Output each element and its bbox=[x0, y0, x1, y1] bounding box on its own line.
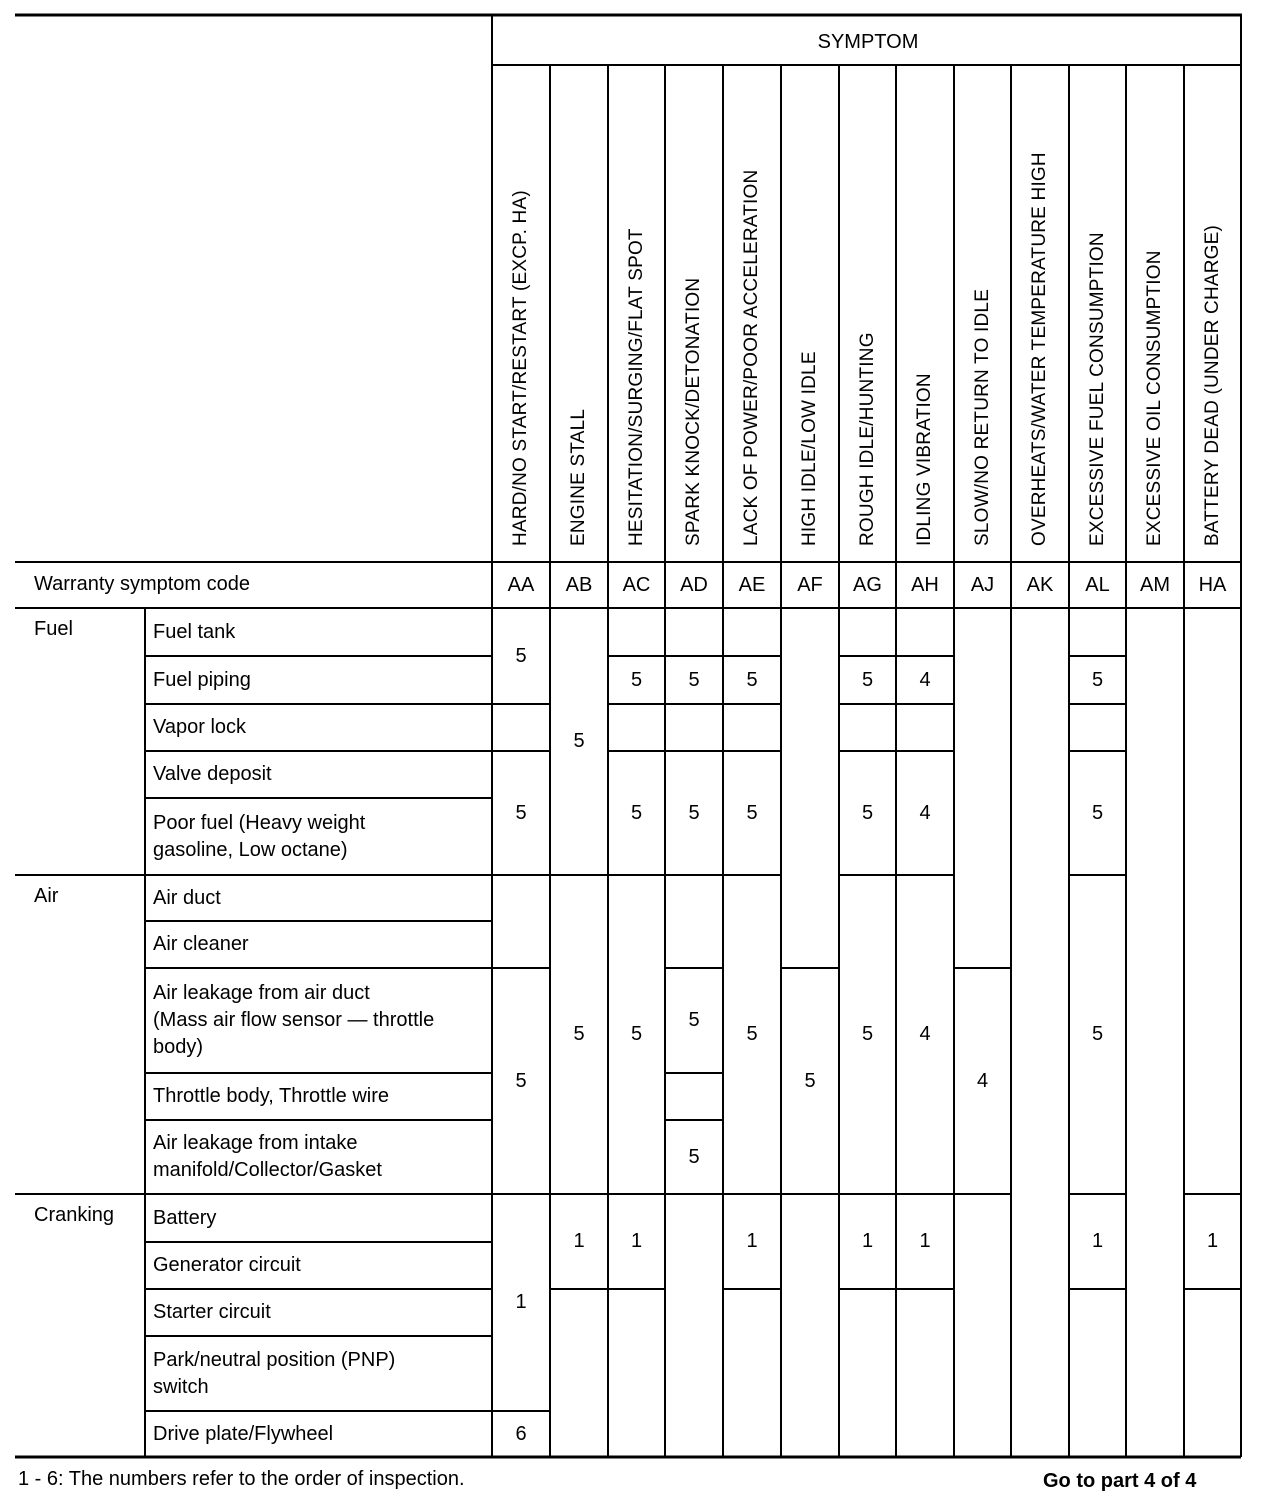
column-header-label: SLOW/NO RETURN TO IDLE bbox=[971, 288, 993, 546]
inspection-order-value: 5 bbox=[1091, 668, 1104, 691]
inspection-order-value: 1 bbox=[1091, 1230, 1104, 1252]
inspection-order-value: 5 bbox=[746, 668, 758, 691]
column-header-label: OVERHEATS/WATER TEMPERATURE HIGH bbox=[1029, 152, 1050, 546]
inspection-order-value: 5 bbox=[688, 801, 700, 824]
inspection-order-value: 5 bbox=[515, 1069, 527, 1092]
inspection-order-value: 1 bbox=[573, 1230, 585, 1252]
item-label: switch bbox=[153, 1375, 209, 1398]
item-label: gasoline, Low octane) bbox=[153, 838, 348, 861]
inspection-order-value: 4 bbox=[919, 1023, 931, 1045]
item-label: Vapor lock bbox=[153, 716, 247, 738]
inspection-order-value: 5 bbox=[688, 1009, 700, 1031]
symptom-code: AD bbox=[680, 573, 708, 596]
inspection-order-value: 1 bbox=[746, 1230, 758, 1252]
inspection-order-value: 5 bbox=[573, 730, 585, 752]
inspection-order-value: 5 bbox=[630, 668, 643, 691]
group-label-cranking: Cranking bbox=[34, 1204, 115, 1226]
item-label: (Mass air flow sensor — throttle bbox=[153, 1009, 435, 1031]
item-label: Valve deposit bbox=[153, 763, 272, 785]
group-label-air: Air bbox=[34, 885, 59, 907]
item-label: Park/neutral position (PNP) bbox=[153, 1348, 396, 1371]
symptom-code: AB bbox=[565, 573, 593, 596]
inspection-order-value: 5 bbox=[630, 801, 643, 824]
inspection-order-value: 5 bbox=[630, 1023, 643, 1045]
inspection-order-value: 1 bbox=[919, 1230, 931, 1252]
column-header-label: LACK OF POWER/POOR ACCELERATION bbox=[741, 169, 762, 546]
inspection-order-value: 4 bbox=[919, 668, 931, 691]
footnote: 1 - 6: The numbers refer to the order of inspection. bbox=[18, 1468, 465, 1490]
symptom-code: AC bbox=[622, 573, 651, 596]
symptom-code: HA bbox=[1198, 573, 1227, 596]
inspection-order-value: 6 bbox=[515, 1422, 527, 1445]
inspection-order-value: 5 bbox=[515, 801, 527, 824]
inspection-order-value: 5 bbox=[573, 1023, 585, 1045]
symptom-code: AG bbox=[853, 573, 882, 596]
item-label: Air cleaner bbox=[153, 933, 249, 955]
symptom-code: AK bbox=[1026, 573, 1054, 596]
item-label: Battery bbox=[153, 1206, 217, 1229]
inspection-order-value: 5 bbox=[688, 668, 700, 691]
column-header-label: HARD/NO START/RESTART (EXCP. HA) bbox=[510, 190, 531, 546]
warranty-symptom-code-label: Warranty symptom code bbox=[34, 573, 250, 595]
symptom-code: AE bbox=[738, 573, 766, 596]
symptom-code: AJ bbox=[970, 573, 995, 596]
inspection-order-value: 5 bbox=[1091, 801, 1104, 824]
symptom-code: AA bbox=[507, 573, 535, 596]
item-label: Throttle body, Throttle wire bbox=[153, 1085, 390, 1107]
column-header-label: ROUGH IDLE/HUNTING bbox=[856, 332, 878, 546]
symptom-code: AM bbox=[1140, 573, 1170, 596]
column-header-label: HESITATION/SURGING/FLAT SPOT bbox=[625, 228, 647, 546]
inspection-order-value: 5 bbox=[1091, 1023, 1104, 1045]
column-header-label: BATTERY DEAD (UNDER CHARGE) bbox=[1201, 224, 1223, 546]
column-header-label: EXCESSIVE FUEL CONSUMPTION bbox=[1086, 232, 1108, 546]
column-header-label: HIGH IDLE/LOW IDLE bbox=[799, 351, 820, 546]
column-header-label: SPARK KNOCK/DETONATION bbox=[683, 277, 704, 546]
inspection-order-value: 5 bbox=[746, 1023, 758, 1045]
item-label: Fuel piping bbox=[153, 668, 251, 691]
symptom-code: AF bbox=[797, 573, 823, 596]
go-to-part-link: Go to part 4 of 4 bbox=[1043, 1470, 1197, 1492]
inspection-order-value: 1 bbox=[515, 1291, 527, 1313]
inspection-order-value: 5 bbox=[861, 1023, 874, 1045]
inspection-order-value: 5 bbox=[746, 801, 758, 824]
inspection-order-value: 4 bbox=[919, 801, 931, 824]
inspection-order-value: 1 bbox=[630, 1230, 643, 1252]
symptom-code: AH bbox=[911, 573, 939, 596]
column-header-label: ENGINE STALL bbox=[568, 408, 589, 546]
inspection-order-value: 5 bbox=[688, 1145, 700, 1168]
inspection-order-value: 5 bbox=[804, 1069, 816, 1092]
column-header-label: IDLING VIBRATION bbox=[914, 373, 935, 546]
inspection-order-value: 5 bbox=[861, 801, 874, 824]
inspection-order-value: 1 bbox=[861, 1230, 874, 1252]
inspection-order-value: 5 bbox=[861, 668, 874, 691]
group-label-fuel: Fuel bbox=[34, 618, 73, 640]
item-label: Drive plate/Flywheel bbox=[153, 1422, 334, 1445]
symptom-code: AL bbox=[1085, 573, 1110, 596]
item-label: Air leakage from intake bbox=[153, 1132, 358, 1154]
item-label: Air duct bbox=[153, 886, 221, 909]
item-label: Generator circuit bbox=[153, 1254, 301, 1276]
item-label: body) bbox=[153, 1036, 204, 1058]
item-label: Poor fuel (Heavy weight bbox=[153, 811, 366, 834]
item-label: Air leakage from air duct bbox=[153, 982, 370, 1004]
inspection-order-value: 4 bbox=[976, 1069, 989, 1092]
item-label: Starter circuit bbox=[153, 1301, 271, 1323]
symptom-header: SYMPTOM bbox=[817, 31, 919, 53]
inspection-order-value: 5 bbox=[515, 644, 527, 667]
item-label: Fuel tank bbox=[153, 620, 236, 643]
item-label: manifold/Collector/Gasket bbox=[153, 1159, 382, 1181]
column-header-label: EXCESSIVE OIL CONSUMPTION bbox=[1144, 250, 1165, 546]
inspection-order-value: 1 bbox=[1206, 1230, 1219, 1252]
